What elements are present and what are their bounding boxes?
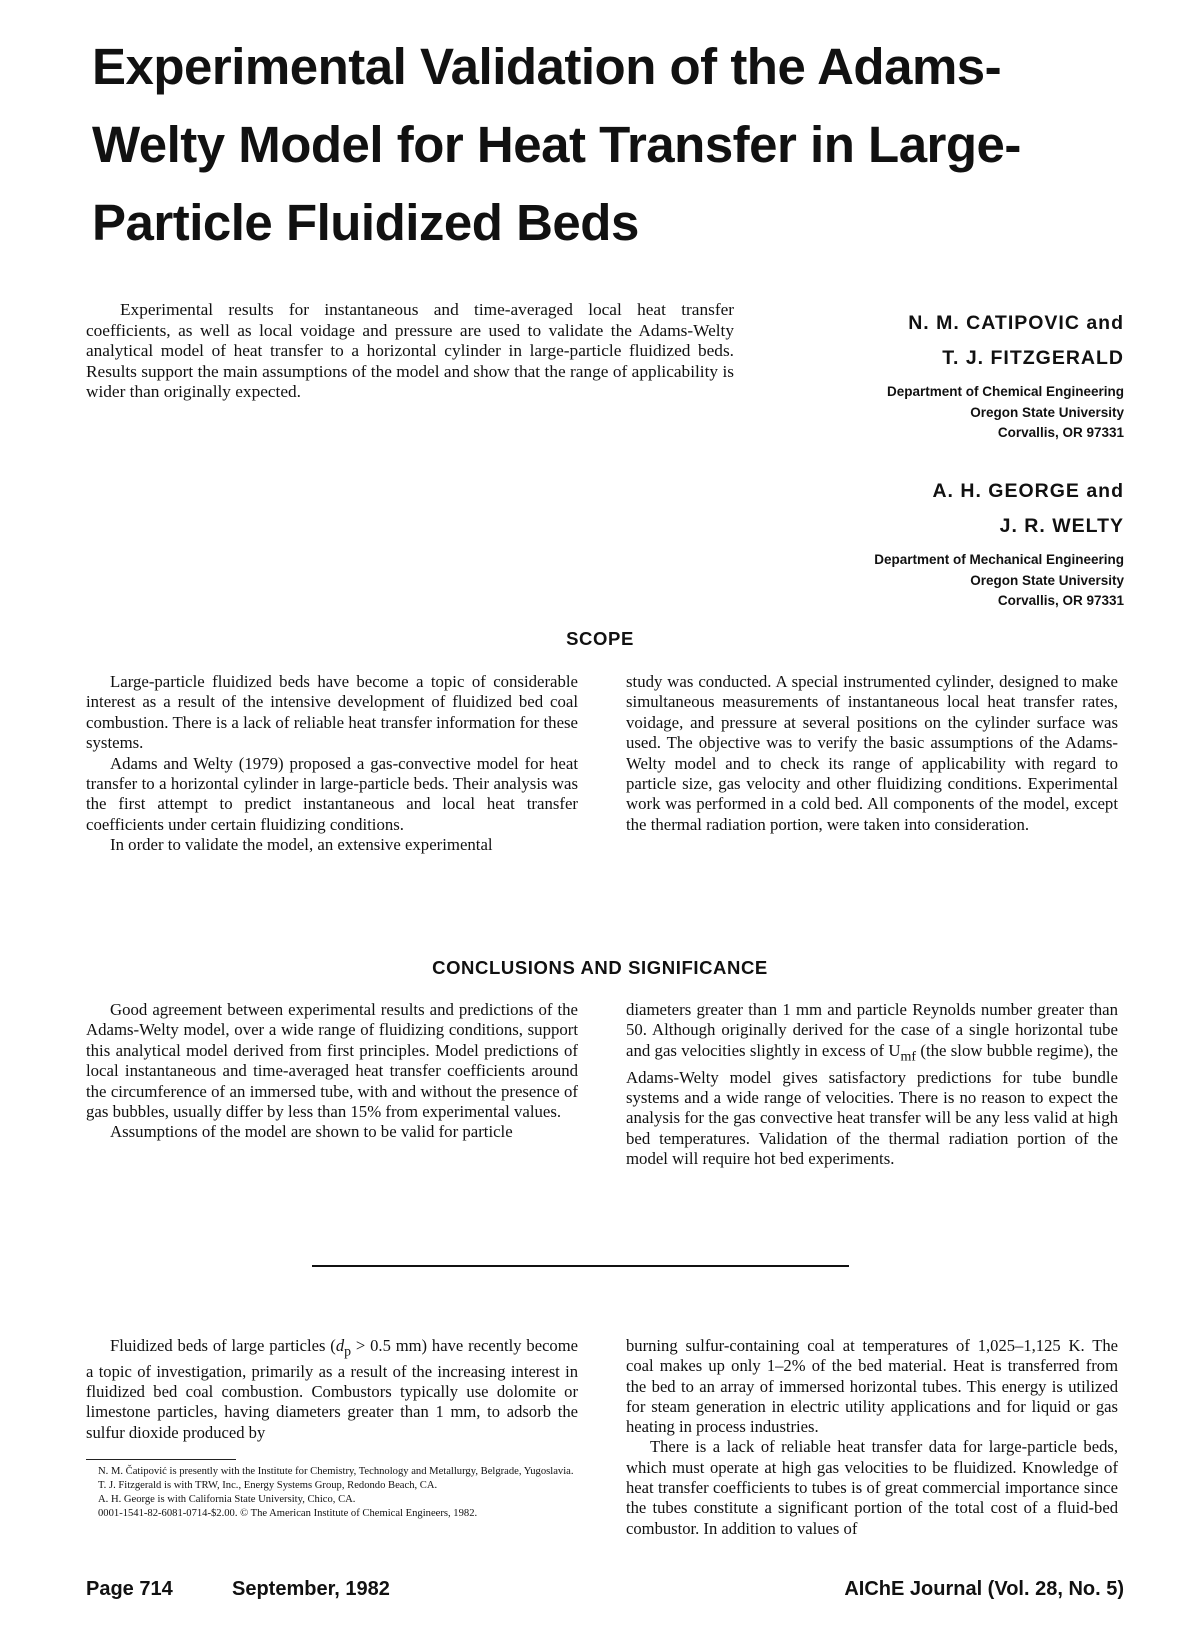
author-names: A. H. GEORGE and J. R. WELTY (932, 480, 1124, 537)
page-number: Page 714 (86, 1578, 173, 1600)
affiliation-department: Department of Mechanical Engineering (874, 552, 1124, 567)
text-run: (the slow bubble regime), the Adams-Welty model gives satisfactory predictions for tube bundle systems and a wide range of velocities. There is no reason to expect the analysis for the gas convective heat transfer will be any less valid at high bed temperatures. Validation of the thermal radiation portion of the model will require hot bed experiments. (626, 1040, 1118, 1169)
affiliation-department: Department of Chemical Engineering (886, 384, 1124, 399)
author-affiliation (874, 550, 1124, 612)
section-divider (312, 1265, 849, 1267)
footnotes (86, 1465, 578, 1521)
page-footer (86, 1578, 1124, 1608)
journal-citation: AIChE Journal (Vol. 28, No. 5) (844, 1578, 1124, 1600)
conclusions-right-column (626, 1000, 1118, 1170)
paragraph: burning sulfur-containing coal at temperatures of 1,025–1,125 K. The coal makes up only 1–2% of the bed material. Heat is transferred from the bed to an array of immersed horizontal tubes. This energy is utilized for steam generation in electric utility applications and for liquid or gas heating in process industries. (626, 1336, 1118, 1437)
paragraph: Good agreement between experimental results and predictions of the Adams-Welty model, over a wide range of fluidizing conditions, support this analytical model derived from first principles. Model predictions of local instantaneous and time-averaged heat transfer coefficients around the circumference of an immersed tube, with and without the presence of gas bubbles, usually differ by less than 15% from experimental values. (86, 1000, 578, 1122)
scope-left-column (86, 672, 578, 856)
math-variable: d (335, 1336, 345, 1355)
text-run: Fluidized beds of large particles ( (110, 1336, 336, 1355)
footnote: 0001-1541-82-6081-0714-$2.00. © The American Institute of Chemical Engineers, 1982. (98, 1507, 478, 1519)
author-block-chemical (887, 306, 1124, 444)
affiliation-address: Corvallis, OR 97331 (997, 425, 1124, 440)
paragraph: Assumptions of the model are shown to be valid for particle (110, 1122, 513, 1142)
subscript: mf (900, 1049, 917, 1065)
conclusions-heading: CONCLUSIONS AND SIGNIFICANCE (432, 957, 768, 978)
author-block-mechanical (874, 474, 1124, 612)
scope-heading: SCOPE (566, 628, 634, 649)
subscript: p (344, 1343, 352, 1359)
conclusions-left-column (86, 1000, 578, 1143)
text-run: diameters greater than 1 mm and particle Reynolds number greater than 50. Although originally derived for the case of a single horizontal tube and gas velocities slightly in excess of U (626, 1000, 1118, 1060)
article-title (92, 28, 1092, 262)
footnote: A. H. George is with California State University, Chico, CA. (98, 1493, 356, 1505)
paragraph: There is a lack of reliable heat transfer data for large-particle beds, which must operate at high gas velocities to be fluidized. Knowledge of heat transfer coefficients to tubes is of great commercial importance since the tubes constitute a significant portion of the total cost of a fluid-bed combustor. In addition to values of (626, 1437, 1118, 1538)
body-right-column (626, 1336, 1118, 1539)
title-line: Welty Model for Heat Transfer in Large- (92, 116, 1021, 173)
author-affiliation (887, 382, 1124, 444)
title-line: Experimental Validation of the Adams- (92, 38, 1002, 95)
affiliation-address: Corvallis, OR 97331 (997, 593, 1124, 608)
paragraph: In order to validate the model, an extensive experimental (110, 835, 493, 855)
paragraph: Adams and Welty (1979) proposed a gas-convective model for heat transfer to a horizontal cylinder in large-particle beds. Their analysis was the first attempt to predict instantaneous and local heat transfer coefficients under certain fluidizing conditions. (86, 753, 578, 834)
paragraph (626, 1000, 1118, 1170)
issue-date: September, 1982 (232, 1578, 390, 1600)
affiliation-university: Oregon State University (970, 572, 1124, 588)
footnote-divider (86, 1459, 236, 1460)
footnote: N. M. Čatipović is presently with the Institute for Chemistry, Technology and Metallurgy, Belgrade, Yugoslavia. (98, 1466, 574, 1477)
affiliation-university: Oregon State University (970, 404, 1124, 420)
title-line: Particle Fluidized Beds (92, 194, 639, 251)
body-left-column (86, 1336, 578, 1443)
paragraph: Large-particle fluidized beds have become a topic of considerable interest as a result of the intensive development of fluidized bed coal combustion. There is a lack of reliable heat transfer information for these systems. (86, 672, 578, 753)
footnote: T. J. Fitzgerald is with TRW, Inc., Energy Systems Group, Redondo Beach, CA. (98, 1479, 438, 1491)
abstract: Experimental results for instantaneous and time-averaged local heat transfer coefficients, as well as local voidage and pressure are used to validate the Adams-Welty analytical model of heat transfer to a horizontal cylinder in large-particle fluidized beds. Results support the main assumptions of the model and show that the range of applicability is wider than originally expected. (86, 300, 734, 401)
paragraph (86, 1336, 578, 1443)
paragraph: study was conducted. A special instrumented cylinder, designed to make simultaneous measurements of instantaneous local heat transfer rates, voidage, and pressure at several positions on the cylinder surface was used. The objective was to verify the basic assumptions of the Adams-Welty model and to check its range of applicability with regard to particle size, gas velocity and other fluidizing conditions. Experimental work was performed in a cold bed. All components of the model, except the thermal radiation portion, were taken into consideration. (626, 672, 1118, 834)
text-run: > 0.5 mm) have recently become a topic of investigation, primarily as a result of the increasing interest in fluidized bed coal combustion. Combustors typically use dolomite or limestone particles, having diameters greater than 1 mm, to adsorb the sulfur dioxide produced by (86, 1336, 579, 1442)
scope-right-column (626, 672, 1118, 835)
author-names: N. M. CATIPOVIC and T. J. FITZGERALD (908, 312, 1124, 369)
